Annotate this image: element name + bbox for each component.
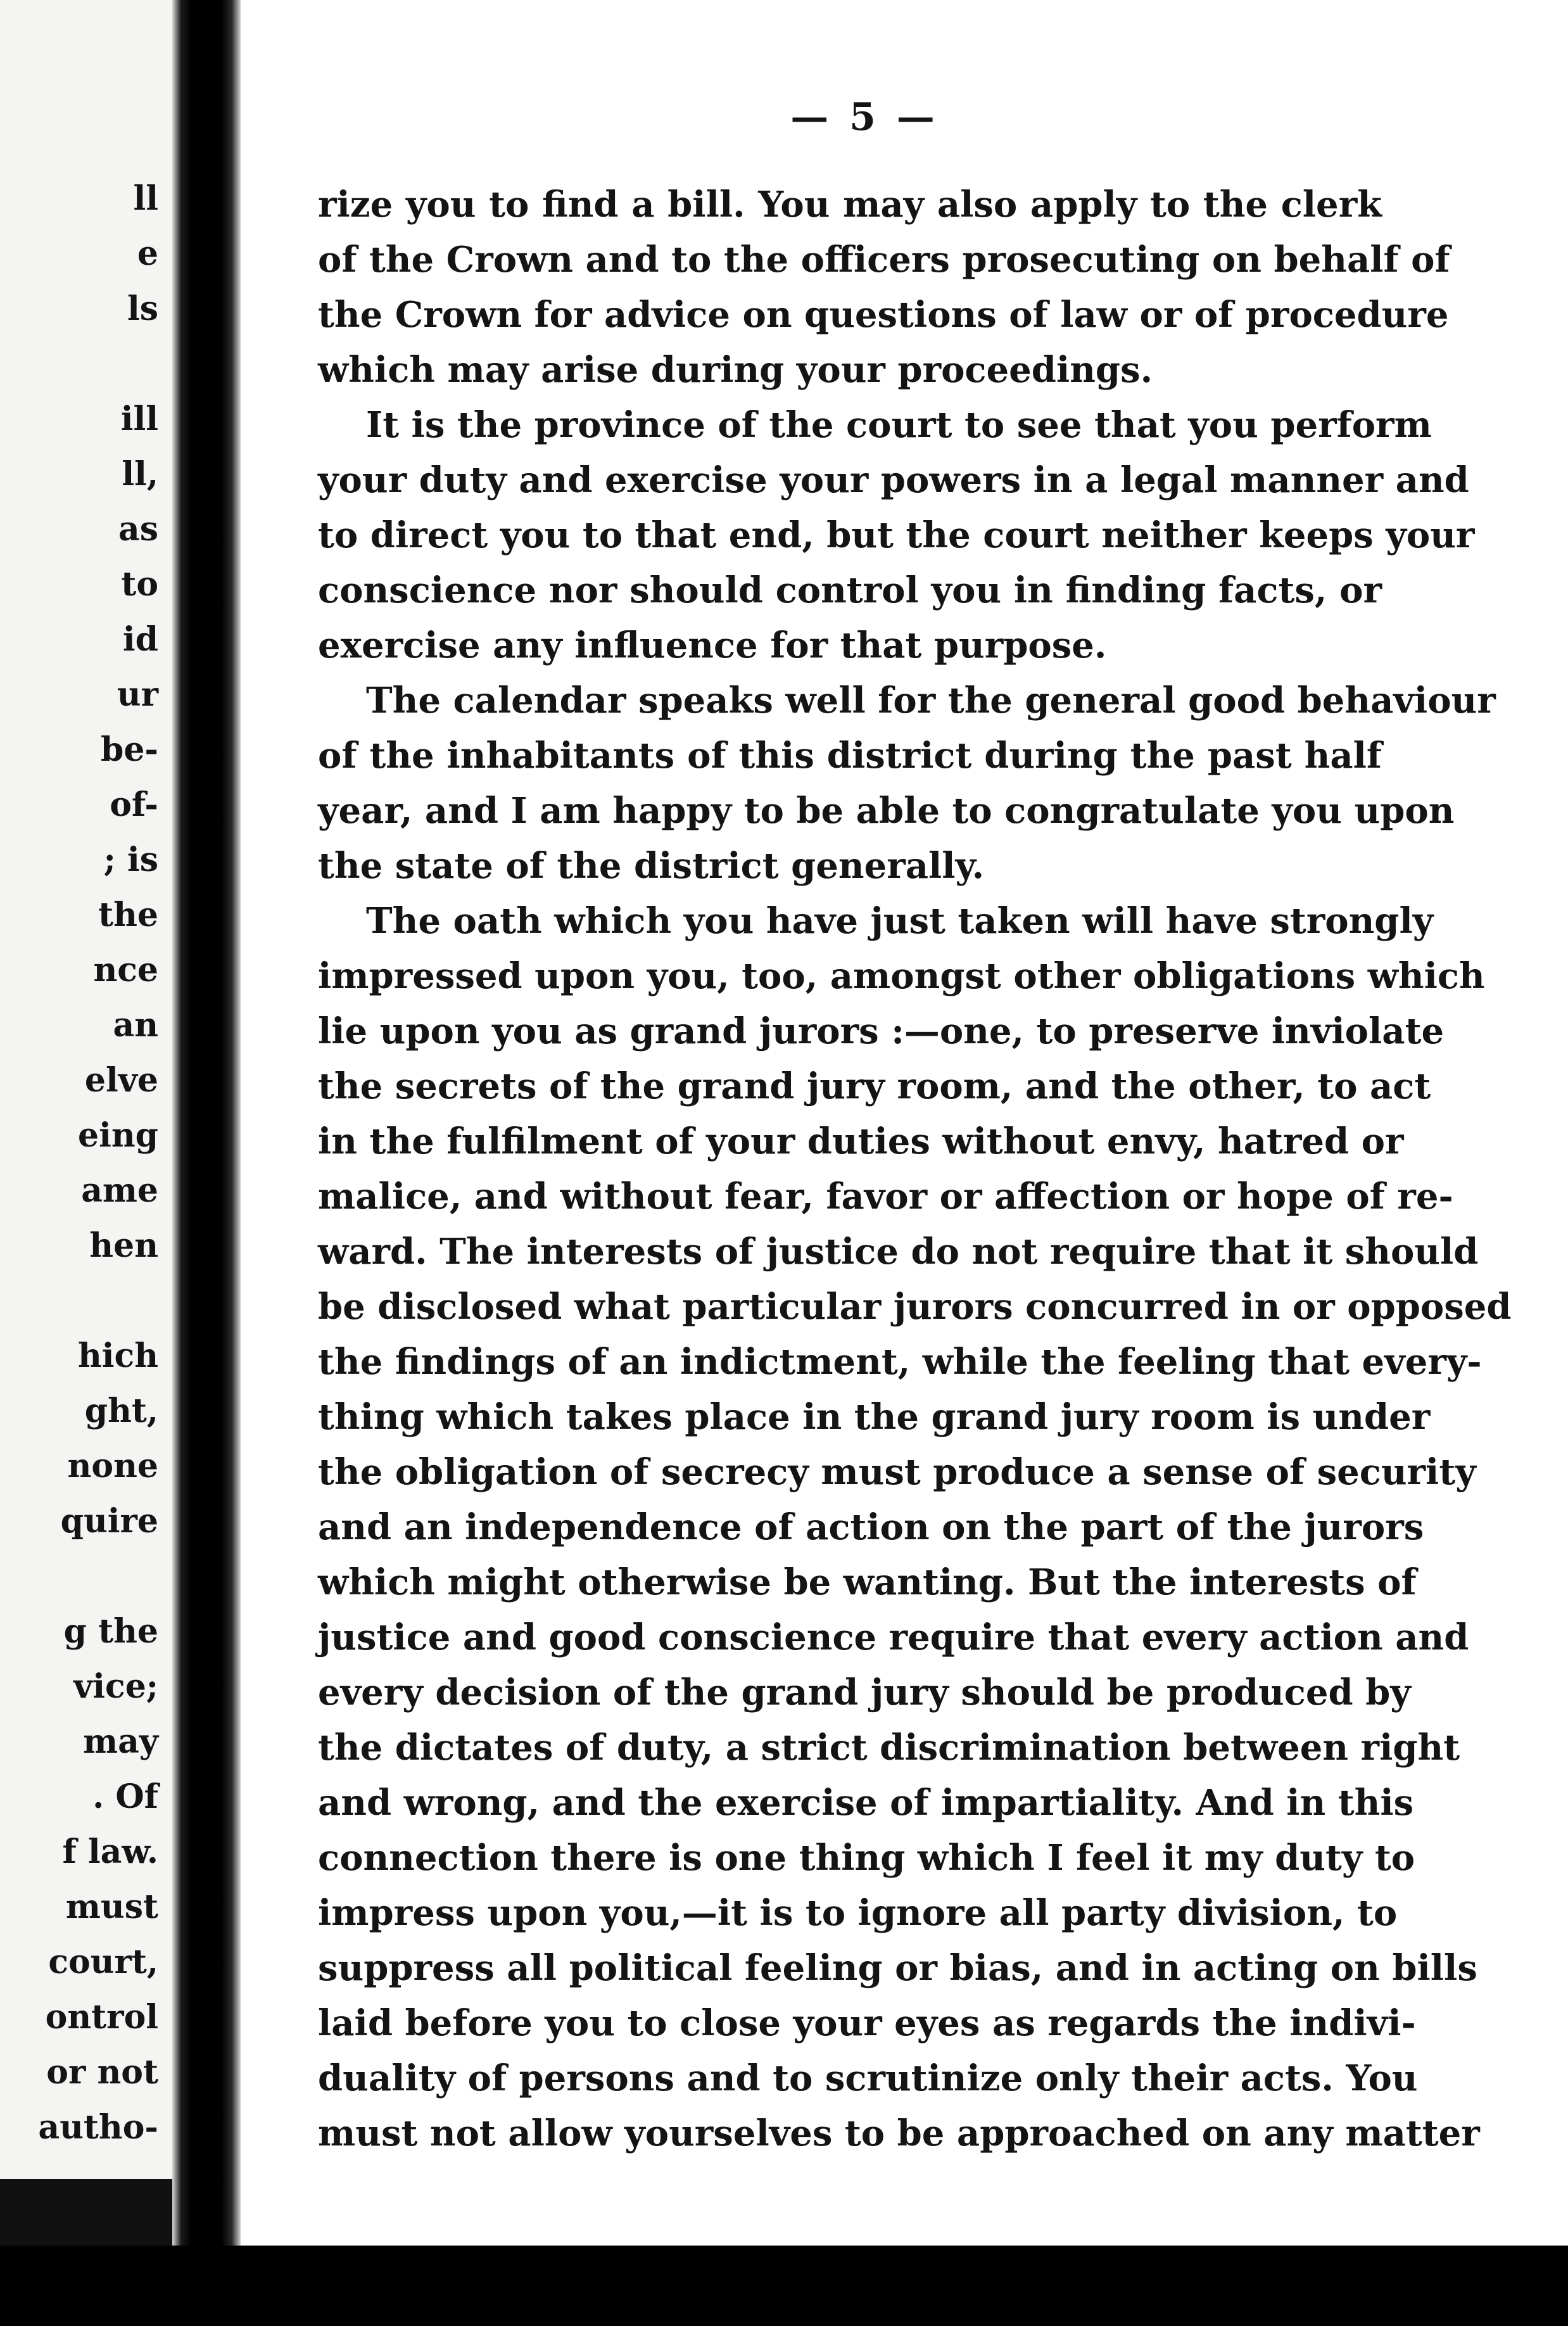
text-line: be disclosed what particular jurors concurred in or opposed [318,1286,1512,1328]
page-number: — 5 — [790,95,939,139]
facing-page-line: the [98,896,158,934]
text-line: The calendar speaks well for the general good behaviour [366,680,1496,721]
book-page [241,0,1568,2246]
text-line: which might otherwise be wanting. But the interests of [318,1561,1417,1603]
text-line: justice and good conscience require that every action and [318,1617,1469,1658]
facing-page-line: autho- [38,2108,158,2147]
paragraph [318,894,1512,2161]
text-line: the obligation of secrecy must produce a sense of security [318,1451,1476,1493]
facing-page-line: may [83,1722,158,1761]
text-line: of the Crown and to the officers prosecuting on behalf of [318,239,1450,281]
text-line: suppress all political feeling or bias, and in acting on bills [318,1947,1477,1989]
text-line: exercise any influence for that purpose. [318,625,1107,666]
text-line: impress upon you,—it is to ignore all party division, to [318,1892,1398,1934]
facing-page-line: elve [84,1061,158,1100]
text-line: It is the province of the court to see that you perform [366,404,1432,446]
text-line: impressed upon you, too, amongst other obligations which [318,955,1485,997]
facing-page-line: ur [117,675,158,714]
facing-page-line: an [113,1006,158,1045]
paragraph [318,398,1475,673]
text-line: ward. The interests of justice do not require that it should [318,1231,1479,1273]
facing-page-line: or not [46,2053,158,2092]
text-line: rize you to find a bill. You may also apply to the clerk [318,184,1382,226]
facing-page-line: f law. [62,1833,158,1871]
text-line: year, and I am happy to be able to congratulate you upon [318,790,1455,832]
facing-page-line: vice; [73,1667,158,1706]
facing-page-line: ill [120,400,158,438]
facing-page-line: g the [63,1612,158,1651]
facing-page-line: id [122,620,158,659]
facing-page-line: hen [89,1226,158,1265]
scan-border [0,2246,1568,2326]
paragraph [318,177,1450,398]
text-line: thing which takes place in the grand jury room is under [318,1396,1431,1438]
text-line: duality of persons and to scrutinize only their acts. You [318,2057,1418,2099]
text-line: The oath which you have just taken will have strongly [366,900,1434,942]
text-line: and an independence of action on the part of the jurors [318,1506,1424,1548]
facing-page-line: ll [133,179,158,218]
facing-page-line: ll, [122,455,158,493]
facing-page-line: ght, [84,1392,158,1430]
text-line: must not allow yourselves to be approached on any matter [318,2113,1480,2154]
text-line: connection there is one thing which I feel it my duty to [318,1837,1415,1879]
text-line: the dictates of duty, a strict discrimination between right [318,1727,1460,1769]
text-line: the Crown for advice on questions of law or of procedure [318,294,1449,336]
text-line: laid before you to close your eyes as regards the indivi- [318,2002,1416,2044]
facing-page-line: hich [77,1337,158,1375]
facing-page-line: none [67,1447,158,1485]
facing-page-line: ; is [103,841,158,879]
facing-page-line: . Of [92,1777,158,1816]
facing-page-line: court, [48,1943,158,1981]
facing-page-line: ame [81,1171,158,1210]
facing-page-line: as [118,510,158,549]
facing-page-line: ls [127,289,158,328]
facing-page-line: ontrol [45,1998,158,2037]
paragraph [318,673,1496,894]
facing-page-text [0,171,158,2155]
facing-page-line: to [121,565,158,604]
text-line: the findings of an indictment, while the feeling that every- [318,1341,1482,1383]
text-line: your duty and exercise your powers in a legal manner and [318,459,1469,501]
facing-page-line [0,1549,158,1604]
text-line: in the fulfilment of your duties without envy, hatred or [318,1121,1404,1162]
facing-page-line [0,336,158,391]
text-line: lie upon you as grand jurors :—one, to preserve inviolate [318,1010,1445,1052]
facing-page-line: quire [60,1502,158,1541]
text-line: the state of the district generally. [318,845,985,887]
body-text [318,177,1512,2161]
facing-page-fragment [0,0,172,2179]
facing-page-line: e [137,234,158,273]
book-gutter [172,0,241,2326]
facing-page-line: nce [93,951,158,989]
text-line: every decision of the grand jury should be produced by [318,1672,1411,1713]
text-line: which may arise during your proceedings. [318,349,1153,391]
facing-page-line: of- [110,785,158,824]
text-line: and wrong, and the exercise of impartiality. And in this [318,1782,1414,1824]
facing-page-line: eing [77,1116,158,1155]
text-line: to direct you to that end, but the court neither keeps your [318,514,1475,556]
text-line: malice, and without fear, favor or affection or hope of re- [318,1176,1453,1217]
facing-page-line: be- [100,730,158,769]
text-line: of the inhabitants of this district during the past half [318,735,1382,777]
facing-page-line: must [65,1888,158,1926]
facing-page-line [0,1273,158,1328]
text-line: the secrets of the grand jury room, and the other, to act [318,1065,1431,1107]
text-line: conscience nor should control you in finding facts, or [318,569,1382,611]
